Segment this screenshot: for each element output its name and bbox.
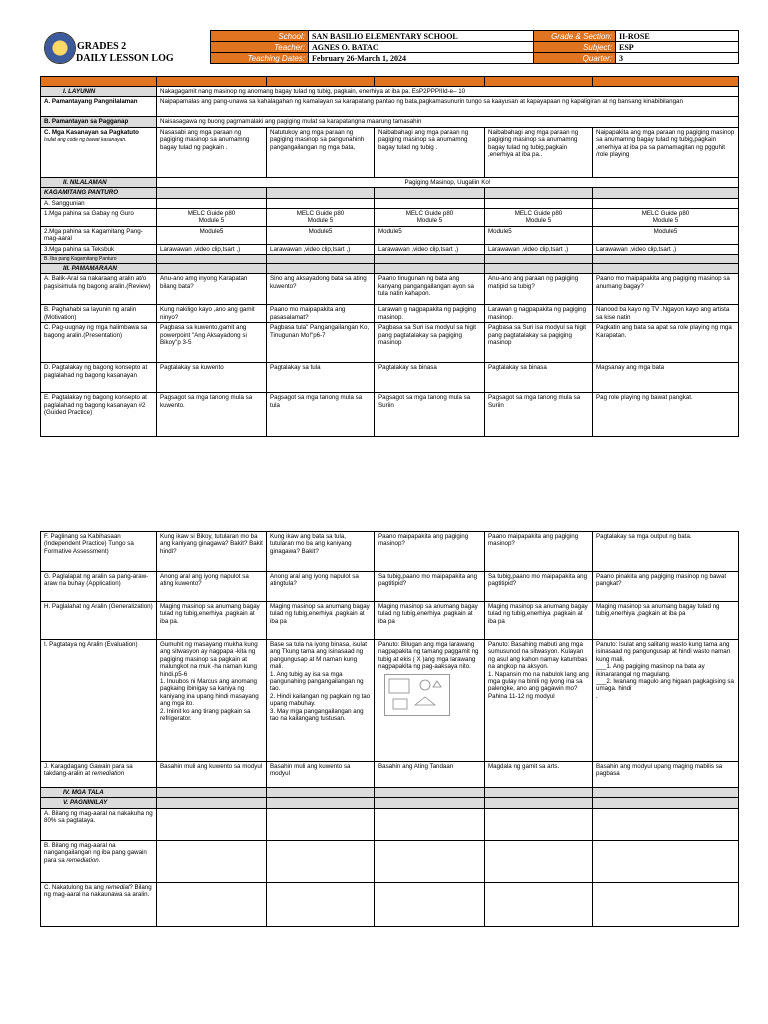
- lesson-plan-table-bottom: [40, 531, 739, 927]
- iba-pang-kagamitan-row: B. Iba pang Kagamitang Panturo: [41, 255, 739, 264]
- generalization-row: H. Paglalahat ng Aralin (Generalization) Maging masinop sa anumang bagay tulad ng tubig,enerhiya ,pagkain at iba pa. Maging masinop sa anumang bagay tulad ng tubig,enerhiya ,pagkain at iba pa Maging masinop sa anumang bagay tulad ng tubig,enerhiya ,pagkain at iba pa Maging masinop sa anumang bagay tulad ng tubig,enerhiya ,pagkain at iba pa Maging masinop sa anumang bagay tulad ng tubig,enerhiya ,pagkain at iba pa: [41, 602, 739, 640]
- guided-practice-row: E. Pagtalakay ng bagong konsepto at paglalahad ng bagong kasanayan #2 (Guided Practice) Pagsagot sa mga tanong mula sa kuwento. Pagsagot sa mga tanong mula sa tula Pagsagot sa mga tanong mula sa Suriin Pagsagot sa mga tanong mula sa Suriin Pag role playing ng bawat pangkat.: [41, 393, 739, 437]
- header-info-table: [210, 30, 739, 64]
- quarter-label: Quarter:: [534, 53, 616, 64]
- dates-label: Teaching Dates:: [211, 53, 309, 64]
- balik-aral-row: A. Balik-Aral sa nakaraang aralin at/o pagsisimula ng bagong aralin.(Review) Anu-ano amg inyong Karapatan bilang bata? Sino ang aksayadong bata sa ating kuwento? Paano tinugunan ng bata ang kanyang pangangailangan ayon sa tula natin kahapon. Anu-ano ang paraan ng pagiging matipid sa tubig? Paano mo maipapakita ang pagiging masinop sa anumang bagay?: [41, 274, 739, 305]
- lesson-plan-table-top: [40, 76, 739, 437]
- school-value: SAN BASILIO ELEMENTARY SCHOOL: [309, 31, 534, 42]
- grade-section-value: II-ROSE: [616, 31, 739, 42]
- grade-section-label: Grade & Section:: [534, 31, 616, 42]
- kagamitan-row: KAGAMITANG PANTURO: [41, 188, 739, 198]
- quarter-value: 3: [616, 53, 739, 64]
- pamantayan-pagganap-row: B. Pamantayan sa Pagganap Naisasagawa ng buong pagmamalaki ang pagiging mulat sa karapatangna maarung tamasahin: [41, 117, 739, 127]
- grade-title: GRADES 2: [77, 41, 127, 52]
- log-title: DAILY LESSON LOG: [76, 53, 174, 64]
- evaluation-row: I. Pagtataya ng Aralin (Evaluation) Gumuhit ng masayang mukha kung ang sitwasyon ay nagpapa -kita ng pagiging masinop sa pagkain at malungkot na muk -ha naman kung hindi.p5-6 1. Inuubos ni Marcus ang anomang pagkaing ibinigay sa kaniya ng kaniyang ina upang hindi masayang ang mga ito. 2. Iniinit ko ang tirang pagkain sa refrigerator. Base sa tula na iyong binasa, isulat ang Tkung tama ang isinasaad ng pangungusap at M naman kung mali. 1. Ang tubig ay isa sa mga pangunahing pangangailangan ng tao. 2. Hindi kailangan ng pagkain ng tao upang mabuhay. 3. May mga pangangailangan ang tao na kailangang tustusan. Panuto: Bilugan ang mga larawang nagpapakita ng tamang paggamit ng tubig at ekis ( X )ang mga larawang nagpapakita ng pag-aaksaya nito. Panuto: Basahing mabuti ang mga sumusunod na sitwasyon. Kulayan ng asul ang kahon namay katumbas na angkop na aksyon. 1. Napansin mo na nabulok lang ang mga gulay na binili ng iyong ina sa palengke, ano ang gagawin mo? Pahina 11-12 ng modyul Panuto: Isulat ang salitang wasto kung tama ang isinasaad ng pangungusap at hindi wasto naman kung mali. ___1. Ang pagiging masinop na bata ay ikinararangal ng magulang. ___2. Iwanang magulo ang higaan pagkagising sa umaga. hindi .: [41, 640, 739, 762]
- application-row: G. Paglalapat ng aralin sa pang-araw-araw na buhay (Application) Anong aral ang iyong napulot sa ating kuwento? Anong aral ang iyong napulot sa atingtula? Sa tubig,paano mo maipapakita ang pagtitipid? Sa tubig,paano mo maipapakita ang pagtitipid? Paano pinakita ang pagiging masinop ng bawat pangkat?: [41, 572, 739, 602]
- subject-value: ESP: [616, 42, 739, 53]
- layunin-row: I. LAYUNIN Nakagagamit nang masinop ng anomang bagay tulad ng tubig, pagkain, enerhiya at iba pa. EsP2PPPIIId-e– 10: [41, 87, 739, 97]
- kasanayan-row: C. Mga Kasanayan sa Pagkatuto Isulat ang code ng bawat kasanayan. Nasasabi ang mga paraan ng pagiging masinop sa anumamng bagay tulad ng pagkain . Natutukoy ang mga paraan ng pagiging masinop sa pangunahinh pangangailangan ng mga bata, Naibabahagi ang mga paraan ng pagiging masinop sa anumamng bagay tulad ng tubig . Naibabahagi ang mga paraan ng pagiging masinop sa anumamng bagay tulad ng tubig,pagkain ,enerhiya at iba pa.. Naipapakita ang mga paraan ng pagiging masinop sa anumamng bagay tulad ng tubig,pagkain ,enerhiya at iba pa sa pamamagitan ng pgguhit /role playing: [41, 127, 739, 177]
- orange-header-row: [41, 77, 739, 87]
- nilalaman-row: II. NILALAMAN Pagiging Masinop, Uugaliin Ko!: [41, 177, 739, 187]
- dates-value: February 26-March 1, 2024: [309, 53, 534, 64]
- presentation-row: C. Pag-uugnay ng mga halimbawa sa bagong aralin.(Presentation) Pagbasa sa kuwento,gamit ang powerpoint "Ang Aksayadong si Bikoy"p 3-5 Pagbasa tula" Pangangailangan Ko, Tinugunan Mo!"p6-7 Pagbasa sa Suri isa modyul sa higit pang pagtatalakay sa pagiging masinop Pagbasa sa Suri isa modyul sa higit pang pagtatalakay sa pagiging masinop Pagkatin ang bata sa apat sa role playing ng mga Karapatan.: [41, 323, 739, 363]
- independent-practice-row: F. Paglinang sa Kabihasaan (Independent Practice) Tungo sa Formative Assessment) Kung ikaw si Bikoy, tutularan mo ba ang kaniyang ginagawa? Bakit? Bakit hindi? Kung ikaw ang bata sa tula, tutularan mo ba ang kaniyang ginagawa? Bakit? Paano maipapakita ang pagiging masinop? Paano maipapakita ang pagiging masinop? Pagtalakay sa mga output ng bata.: [41, 532, 739, 572]
- pagninilay-row: V. PAGNINILAY: [41, 798, 739, 808]
- teacher-label: Teacher:: [211, 42, 309, 53]
- teksbuk-row: 3.Mga pahina sa Teksbuk Larawawan ,video clip,tsart ,) Larawawan ,video clip,tsart ,) Larawawan ,video clip,tsart ,) Larawawan ,video clip,tsart ,) Larawawan ,video clip,tsart ,): [41, 244, 739, 254]
- pagtalakay-row: D. Pagtalakay ng bagong konsepto at paglalahad ng bagong kasanayan Pagtalakay sa kuwento Pagtalakay sa tula Pagtalakay sa binasa Pagtalakay sa binasa Magsanay ang mga bata: [41, 363, 739, 393]
- motivation-row: B. Paghahabi sa layunin ng aralin (Motivation) Kung nakiligo kayo ,ano ang gamit ninyo? Paano mo maipapakita ang pasasalamat? Larawan g nagpapakita ng pagiging masinop. Larawan g nagpapakita ng pagiging masinop. Nanood ba kayo ng TV .Ngayon kayo ang artista sa kise natin: [41, 305, 739, 323]
- reflection-c-row: C. Nakatulong ba ang remedial? Bilang ng mag-aaral na nakaunawa sa aralin.: [41, 882, 739, 926]
- subject-label: Subject:: [534, 42, 616, 53]
- gabay-guro-row: 1.Mga pahina sa Gabay ng Guro MELC Guide p80 Module 5 MELC Guide p80 Module 5 MELC Guide p80 Module 5 MELC Guide p80 Module 5 MELC Guide p80 Module 5: [41, 209, 739, 227]
- water-usage-pictures-icon: [384, 674, 450, 716]
- school-label: School:: [211, 31, 309, 42]
- kagamitang-mag-aaral-row: 2.Mga pahina sa Kagamitang Pang-mag-aaral Module5 Module5 Module5 Module5 Module5: [41, 226, 739, 244]
- deped-seal-icon: [44, 32, 76, 64]
- reflection-a-row: A. Bilang ng mag-aaral na nakakuha ng 80% sa pagtataya.: [41, 808, 739, 840]
- pamantayang-pangnilalaman-row: A. Pamantayang Pangnilalaman Naipapamalas ang pang-unawa sa kahalagahan ng kamalayan sa karapatang pantao ng bata,pagkamasunurin tungo sa kaayusan at kapayapaan ng kapaligiran at ng bansang kinabibilangan: [41, 97, 739, 117]
- teacher-value: AGNES O. BATAC: [309, 42, 534, 53]
- pamamaraan-row: III. PAMAMARAAN: [41, 264, 739, 274]
- layunin-text: Nakagagamit nang masinop ng anomang bagay tulad ng tubig, pagkain, enerhiya at iba pa. EsP2PPPIIId-e– 10: [157, 87, 739, 97]
- mga-tala-row: IV. MGA TALA: [41, 788, 739, 798]
- takdang-aralin-row: J. Karagdagang Gawain para sa takdang-aralin at remediation Basahin muli ang kuwento sa modyul Basahin muli ang kuwento sa modyul Basahin ang Ating Tandaan Magdala ng gamit sa arts. Basahin ang modyul upang maging mabilis sa pagbasa: [41, 762, 739, 788]
- sanggunian-row: A. Sanggunian: [41, 198, 739, 208]
- reflection-b-row: B. Bilang ng mag-aaral na nangangailangan ng iba pang gawain para sa remediation.: [41, 840, 739, 882]
- header-title: [76, 41, 174, 65]
